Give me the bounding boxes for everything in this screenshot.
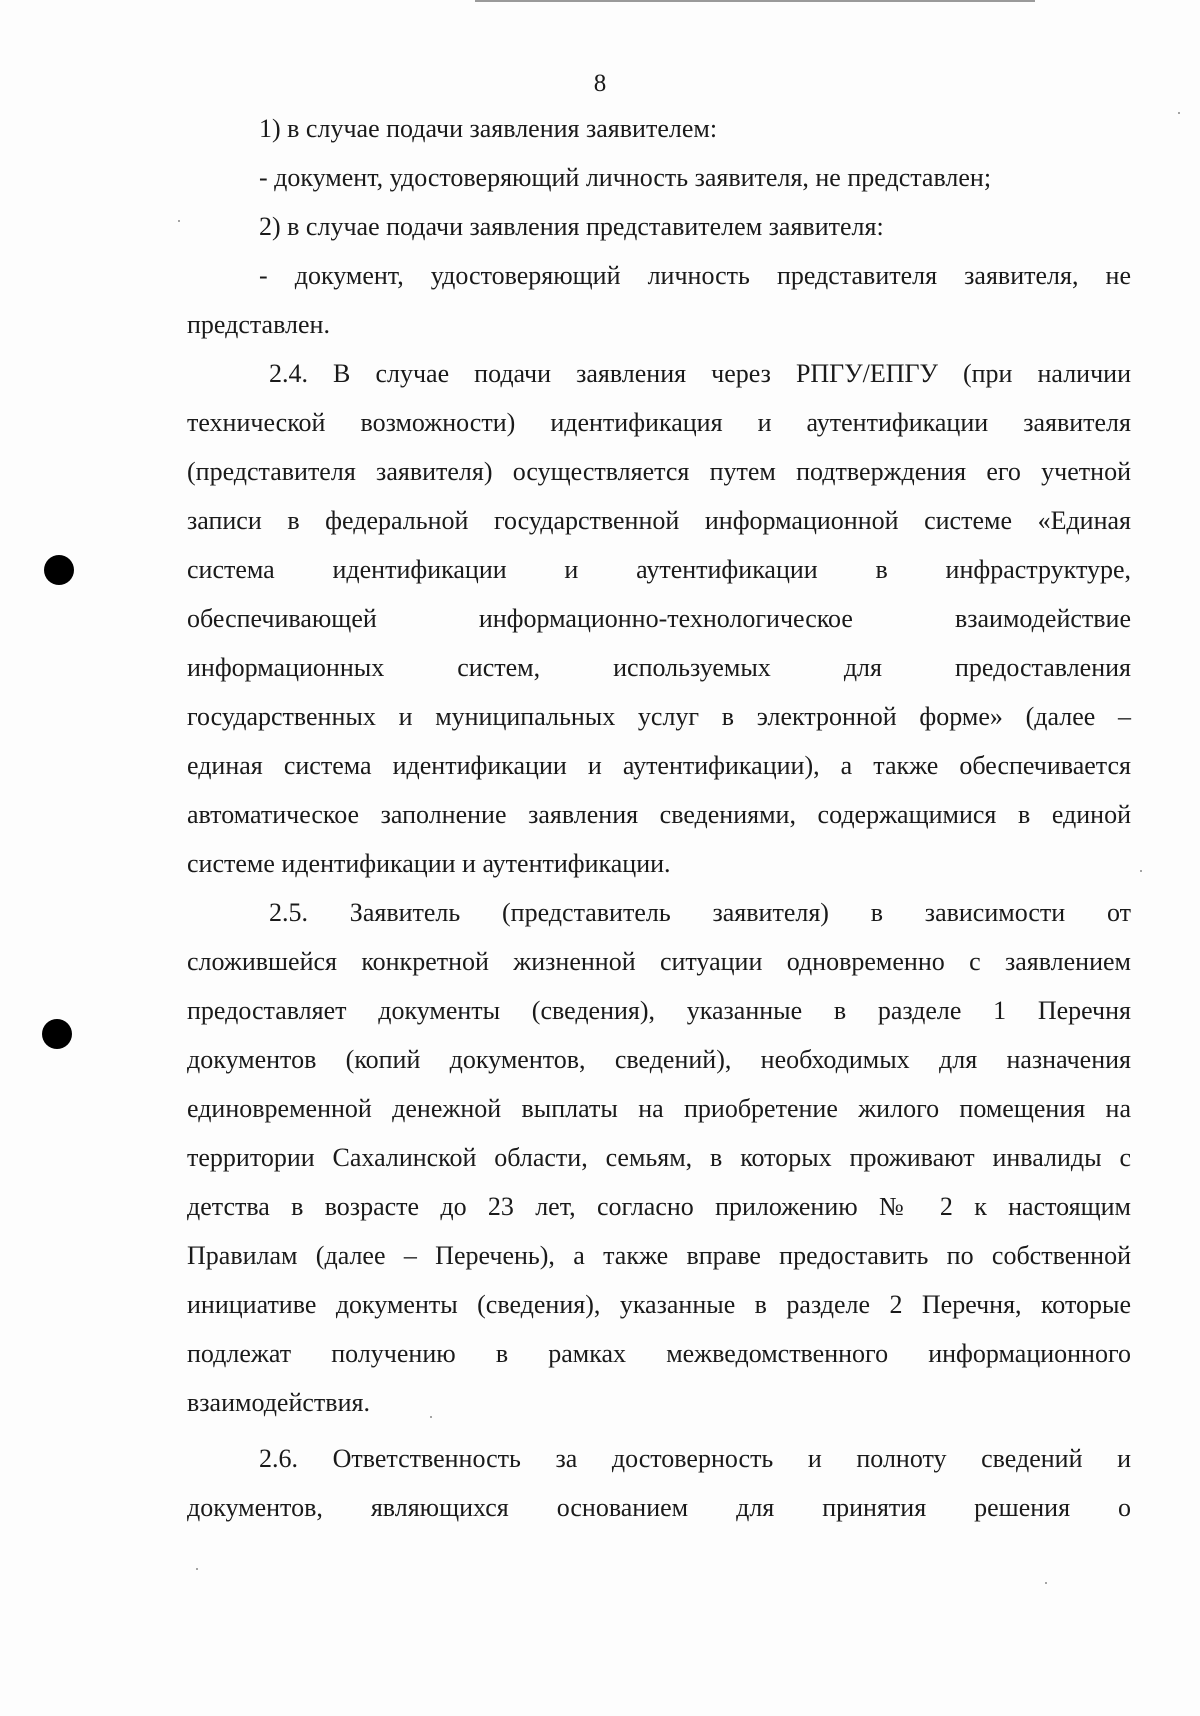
text-line: представлен. [187, 310, 330, 339]
scan-speck [1045, 1582, 1047, 1584]
text-line: - документ, удостоверяющий личность заявителя, не представлен; [259, 163, 992, 192]
text-line: системе идентификации и аутентификации. [187, 849, 671, 878]
text-line: государственных и муниципальных услуг в электронной форме» (далее – [187, 702, 1131, 731]
page-number: 8 [593, 70, 607, 97]
scan-speck [196, 1568, 198, 1570]
text-line: единая система идентификации и аутентификации), а также обеспечивается [187, 751, 1131, 780]
text-line: Правилам (далее – Перечень), а также вправе предоставить по собственной [187, 1241, 1131, 1270]
scan-speck [178, 220, 180, 222]
text-line: - документ, удостоверяющий личность представителя заявителя, не [259, 261, 1131, 290]
text-line: 2.4. В случае подачи заявления через РПГУ/ЕПГУ (при наличии [269, 359, 1131, 388]
text-line: единовременной денежной выплаты на приобретение жилого помещения на [187, 1094, 1131, 1123]
text-line: 2) в случае подачи заявления представителем заявителя: [259, 212, 884, 241]
text-line: (представителя заявителя) осуществляется путем подтверждения его учетной [187, 457, 1131, 486]
text-line: документов (копий документов, сведений), необходимых для назначения [187, 1045, 1131, 1074]
text-line: технической возможности) идентификация и аутентификации заявителя [187, 408, 1131, 437]
text-line: территории Сахалинской области, семьям, в которых проживают инвалиды с [187, 1143, 1131, 1172]
text-line: автоматическое заполнение заявления сведениями, содержащимися в единой [187, 800, 1131, 829]
text-line: подлежат получению в рамках межведомственного информационного [187, 1339, 1131, 1368]
text-line: 2.5. Заявитель (представитель заявителя) в зависимости от [269, 898, 1131, 927]
scan-speck [1140, 870, 1142, 872]
text-line: взаимодействия. [187, 1388, 370, 1417]
text-line: 2.6. Ответственность за достоверность и полноту сведений и [259, 1444, 1131, 1473]
text-line: 1) в случае подачи заявления заявителем: [259, 114, 718, 143]
text-line: система идентификации и аутентификации в инфраструктуре, [187, 555, 1131, 584]
text-line: информационных систем, используемых для предоставления [187, 653, 1131, 682]
text-line: обеспечивающей информационно-технологическое взаимодействие [187, 604, 1131, 633]
text-line: документов, являющихся основанием для принятия решения о [187, 1493, 1131, 1522]
top-edge-rule [475, 0, 1035, 2]
text-line: предоставляет документы (сведения), указанные в разделе 1 Перечня [187, 996, 1131, 1025]
scan-speck [1178, 112, 1180, 114]
punch-hole-upper [44, 555, 74, 585]
text-line: сложившейся конкретной жизненной ситуации одновременно с заявлением [187, 947, 1131, 976]
text-line: детства в возрасте до 23 лет, согласно приложению № 2 к настоящим [187, 1192, 1131, 1221]
text-line: инициативе документы (сведения), указанные в разделе 2 Перечня, которые [187, 1290, 1131, 1319]
text-line: записи в федеральной государственной информационной системе «Единая [187, 506, 1131, 535]
punch-hole-lower [42, 1019, 72, 1049]
